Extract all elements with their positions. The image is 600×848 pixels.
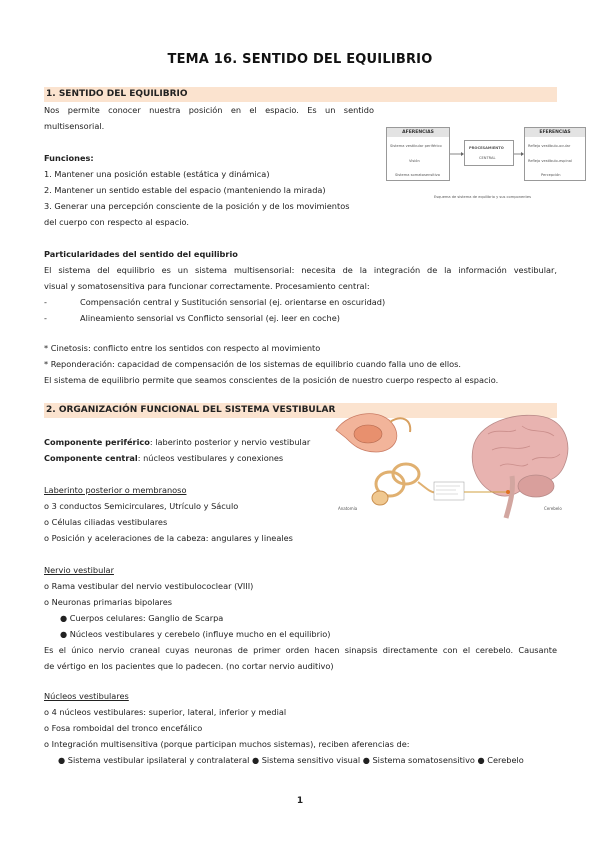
anatomy-label: Cerebelo	[544, 506, 562, 511]
nervio-title: Nervio vestibular	[44, 565, 114, 575]
nucleos-item: o 4 núcleos vestibulares: superior, lateral, inferior y medial	[44, 707, 287, 717]
nervio-note: de vértigo en los pacientes que lo padecen. (no cortar nervio auditivo)	[44, 661, 334, 671]
aferencias-box	[386, 127, 450, 181]
laberinto-item: o Posición y aceleraciones de la cabeza: angulares y lineales	[44, 533, 293, 543]
nucleos-title: Núcleos vestibulares	[44, 691, 129, 701]
function-item: 3. Generar una percepción consciente de la posición y de los movimientos	[44, 201, 350, 211]
arrow-left-icon	[450, 127, 464, 181]
diagram-caption: Esquema de sistema de equilibrio y sus componentes	[434, 195, 531, 199]
function-item: 1. Mantener una posición estable (estática y dinámica)	[44, 169, 270, 179]
laberinto-item: o 3 conductos Semicirculares, Utrículo y Sáculo	[44, 501, 239, 511]
functions-label: Funciones:	[44, 153, 94, 163]
nucleos-item: o Integración multisensitiva (porque participan muchos sistemas), reciben aferencias de:	[44, 739, 410, 749]
nervio-subitem: ● Núcleos vestibulares y cerebelo (influye mucho en el equilibrio)	[60, 629, 331, 639]
componente-periferico	[44, 434, 310, 450]
periferico-text: : laberinto posterior y nervio vestibular	[149, 437, 311, 447]
procesamiento-label: PROCESAMIENTO	[469, 146, 504, 150]
vestibular-anatomy-illustration	[332, 404, 572, 526]
eferencias-box	[524, 127, 586, 181]
nerve-shape	[418, 482, 436, 492]
dash-marker: -	[44, 313, 47, 323]
eferencias-header: EFERENCIAS	[525, 128, 585, 137]
utricle-shape	[372, 491, 388, 505]
cerebellum-shape	[518, 475, 554, 497]
note-line: * Reponderación: capacidad de compensación de los sistemas de equilibrio cuando falla uno de ellos.	[44, 359, 462, 369]
anatomy-label: Anatomía	[338, 506, 358, 511]
nucleos-item: o Fosa romboidal del tronco encefálico	[44, 723, 203, 733]
dash-item: Compensación central y Sustitución sensorial (ej. orientarse en oscuridad)	[80, 297, 386, 307]
section-heading-1: 1. SENTIDO DEL EQUILIBRIO	[44, 87, 557, 102]
nervio-subitem: ● Cuerpos celulares: Ganglio de Scarpa	[60, 613, 224, 623]
laberinto-title: Laberinto posterior o membranoso	[44, 485, 187, 495]
periferico-label: Componente periférico	[44, 437, 150, 447]
dash-marker: -	[44, 297, 47, 307]
section-heading-2: 2. ORGANIZACIÓN FUNCIONAL DEL SISTEMA VESTIBULAR	[44, 403, 557, 418]
note-line: * Cinetosis: conflicto entre los sentidos con respecto al movimiento	[44, 343, 321, 353]
nervio-item: o Rama vestibular del nervio vestibulococlear (VIII)	[44, 581, 254, 591]
intro-line-2: multisensorial.	[44, 121, 105, 131]
nucleus-marker	[506, 490, 510, 494]
eferencia-item: Reflejo vestíbulo-ocular	[528, 144, 571, 148]
equilibrium-diagram	[386, 124, 586, 204]
procesamiento-box	[464, 140, 514, 166]
particularidades-text: visual y somatosensitiva para funcionar correctamente. Procesamiento central:	[44, 281, 370, 291]
note-line: El sistema de equilibrio permite que seamos conscientes de la posición de nuestro cuerpo respecto al espacio.	[44, 375, 499, 385]
central-label: Componente central	[44, 453, 138, 463]
central-text: : núcleos vestibulares y conexiones	[137, 453, 284, 463]
aferencia-item: Sistema somatosensitivo	[395, 173, 440, 177]
componente-central	[44, 450, 283, 466]
aferencia-item: Sistema vestibular periférico	[390, 144, 442, 148]
page-title: TEMA 16. SENTIDO DEL EQUILIBRIO	[167, 52, 433, 67]
nucleos-subitem: ● Sistema vestibular ipsilateral y contralateral ● Sistema sensitivo visual ● Sistema somatosensitivo ● Cerebelo	[58, 755, 524, 765]
eferencia-item: Reflejo vestíbulo-espinal	[528, 159, 572, 163]
nervio-item: o Neuronas primarias bipolares	[44, 597, 173, 607]
page-number: 1	[296, 796, 304, 806]
eferencia-item: Percepción	[541, 173, 561, 177]
aferencia-item: Visión	[409, 159, 420, 163]
particularidades-label: Particularidades del sentido del equilibrio	[44, 249, 238, 259]
aferencias-header: AFERENCIAS	[387, 128, 449, 137]
particularidades-text: El sistema del equilibrio es un sistema multisensorial: necesita de la integración de la información vestibular,	[44, 265, 557, 275]
laberinto-item: o Células ciliadas vestibulares	[44, 517, 168, 527]
intro-line-1: Nos permite conocer nuestra posición en el espacio. Es un sentido	[44, 105, 374, 115]
function-item: del cuerpo con respecto al espacio.	[44, 217, 190, 227]
function-item: 2. Mantener un sentido estable del espacio (manteniendo la mirada)	[44, 185, 326, 195]
nervio-note: Es el único nervio craneal cuyas neuronas de primer orden hacen sinapsis directamente con el cerebelo. Causante	[44, 645, 557, 655]
vestibule-shape	[354, 425, 382, 443]
dash-item: Alineamiento sensorial vs Conflicto sensorial (ej. leer en coche)	[80, 313, 340, 323]
central-label: CENTRAL	[479, 156, 496, 160]
arrow-right-icon	[514, 127, 524, 181]
callout-box	[434, 482, 464, 500]
